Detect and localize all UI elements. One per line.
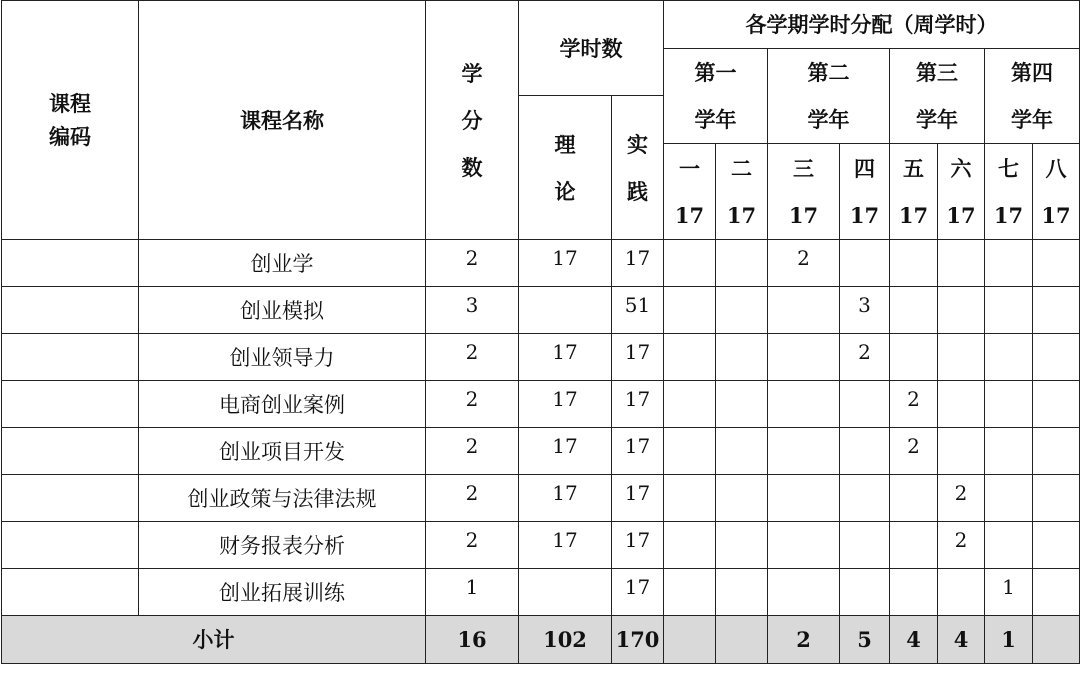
course-name-cell: 创业项目开发 <box>139 428 426 475</box>
theory-hours-cell: 17 <box>519 334 612 381</box>
practice-hours-cell: 51 <box>612 287 664 334</box>
header-semester-2: 二 17 <box>716 144 768 240</box>
header-semester-3: 三 17 <box>768 144 840 240</box>
practice-hours-cell: 17 <box>612 522 664 569</box>
semester-6-cell <box>938 334 985 381</box>
semester-8-cell <box>1033 287 1080 334</box>
course-name-cell: 创业拓展训练 <box>139 569 426 616</box>
curriculum-table <box>1 0 1080 664</box>
semester-4-cell <box>840 522 890 569</box>
table-row <box>2 287 1080 334</box>
semester-2-cell <box>716 522 768 569</box>
semester-2-cell <box>716 334 768 381</box>
course-name-cell: 创业领导力 <box>139 334 426 381</box>
course-code-cell <box>2 381 139 428</box>
table-row <box>2 522 1080 569</box>
course-code-cell <box>2 287 139 334</box>
table-row <box>2 240 1080 287</box>
course-name-cell: 创业学 <box>139 240 426 287</box>
subtotal-semester-4: 5 <box>840 616 890 664</box>
subtotal-row <box>2 616 1080 664</box>
header-year-3: 第三 学年 <box>890 49 985 144</box>
table-row <box>2 428 1080 475</box>
header-theory: 理 论 <box>519 96 612 240</box>
credits-cell: 2 <box>426 240 519 287</box>
semester-1-cell <box>664 569 716 616</box>
practice-hours-cell: 17 <box>612 334 664 381</box>
semester-4-cell <box>840 569 890 616</box>
header-semester-allocation: 各学期学时分配（周学时） <box>664 1 1080 49</box>
semester-5-cell <box>890 569 938 616</box>
practice-hours-cell: 17 <box>612 240 664 287</box>
semester-1-cell <box>664 334 716 381</box>
practice-hours-cell: 17 <box>612 428 664 475</box>
semester-6-cell: 2 <box>938 522 985 569</box>
semester-6-cell <box>938 240 985 287</box>
course-name-cell: 财务报表分析 <box>139 522 426 569</box>
semester-4-cell <box>840 240 890 287</box>
header-practice: 实 践 <box>612 96 664 240</box>
theory-hours-cell: 17 <box>519 240 612 287</box>
semester-2-cell <box>716 569 768 616</box>
course-code-cell <box>2 475 139 522</box>
credits-cell: 2 <box>426 475 519 522</box>
theory-hours-cell <box>519 287 612 334</box>
semester-1-cell <box>664 381 716 428</box>
header-hours: 学时数 <box>519 1 664 96</box>
credits-cell: 2 <box>426 381 519 428</box>
subtotal-semester-8 <box>1033 616 1080 664</box>
credits-cell: 2 <box>426 522 519 569</box>
semester-3-cell <box>768 381 840 428</box>
subtotal-semester-1 <box>664 616 716 664</box>
semester-5-cell <box>890 287 938 334</box>
table-row <box>2 381 1080 428</box>
semester-7-cell <box>985 475 1033 522</box>
subtotal-credits: 16 <box>426 616 519 664</box>
semester-6-cell <box>938 287 985 334</box>
semester-3-cell <box>768 569 840 616</box>
semester-3-cell <box>768 287 840 334</box>
practice-hours-cell: 17 <box>612 381 664 428</box>
semester-2-cell <box>716 240 768 287</box>
semester-5-cell <box>890 334 938 381</box>
semester-5-cell <box>890 475 938 522</box>
semester-6-cell <box>938 428 985 475</box>
table-row <box>2 475 1080 522</box>
semester-2-cell <box>716 475 768 522</box>
subtotal-semester-7: 1 <box>985 616 1033 664</box>
semester-2-cell <box>716 287 768 334</box>
semester-8-cell <box>1033 240 1080 287</box>
semester-6-cell <box>938 381 985 428</box>
theory-hours-cell: 17 <box>519 428 612 475</box>
credits-cell: 3 <box>426 287 519 334</box>
semester-8-cell <box>1033 334 1080 381</box>
semester-7-cell: 1 <box>985 569 1033 616</box>
credits-cell: 2 <box>426 334 519 381</box>
course-name-cell: 创业政策与法律法规 <box>139 475 426 522</box>
header-course-name: 课程名称 <box>139 1 426 240</box>
course-name-cell: 创业模拟 <box>139 287 426 334</box>
semester-4-cell <box>840 475 890 522</box>
header-year-2: 第二 学年 <box>768 49 890 144</box>
header-semester-7: 七 17 <box>985 144 1033 240</box>
semester-8-cell <box>1033 475 1080 522</box>
semester-8-cell <box>1033 569 1080 616</box>
subtotal-semester-2 <box>716 616 768 664</box>
semester-3-cell <box>768 334 840 381</box>
semester-2-cell <box>716 428 768 475</box>
subtotal-theory: 102 <box>519 616 612 664</box>
practice-hours-cell: 17 <box>612 569 664 616</box>
theory-hours-cell <box>519 569 612 616</box>
header-semester-6: 六 17 <box>938 144 985 240</box>
semester-1-cell <box>664 287 716 334</box>
semester-4-cell <box>840 381 890 428</box>
semester-3-cell <box>768 428 840 475</box>
header-year-1: 第一 学年 <box>664 49 768 144</box>
subtotal-label: 小计 <box>2 616 426 664</box>
header-semester-1: 一 17 <box>664 144 716 240</box>
semester-3-cell <box>768 475 840 522</box>
header-semester-4: 四 17 <box>840 144 890 240</box>
semester-7-cell <box>985 381 1033 428</box>
semester-1-cell <box>664 475 716 522</box>
semester-5-cell: 2 <box>890 428 938 475</box>
semester-4-cell: 2 <box>840 334 890 381</box>
practice-hours-cell: 17 <box>612 475 664 522</box>
semester-2-cell <box>716 381 768 428</box>
credits-cell: 1 <box>426 569 519 616</box>
header-credits: 学 分 数 <box>426 1 519 240</box>
course-code-cell <box>2 428 139 475</box>
semester-8-cell <box>1033 428 1080 475</box>
theory-hours-cell: 17 <box>519 522 612 569</box>
semester-1-cell <box>664 522 716 569</box>
table-row <box>2 334 1080 381</box>
semester-4-cell <box>840 428 890 475</box>
semester-5-cell: 2 <box>890 381 938 428</box>
course-code-cell <box>2 334 139 381</box>
semester-8-cell <box>1033 522 1080 569</box>
semester-7-cell <box>985 334 1033 381</box>
semester-3-cell: 2 <box>768 240 840 287</box>
semester-6-cell <box>938 569 985 616</box>
semester-5-cell <box>890 522 938 569</box>
theory-hours-cell: 17 <box>519 381 612 428</box>
header-semester-8: 八 17 <box>1033 144 1080 240</box>
semester-1-cell <box>664 240 716 287</box>
semester-1-cell <box>664 428 716 475</box>
semester-8-cell <box>1033 381 1080 428</box>
semester-7-cell <box>985 428 1033 475</box>
subtotal-semester-5: 4 <box>890 616 938 664</box>
table-row <box>2 569 1080 616</box>
header-semester-5: 五 17 <box>890 144 938 240</box>
semester-7-cell <box>985 240 1033 287</box>
subtotal-semester-3: 2 <box>768 616 840 664</box>
semester-7-cell <box>985 522 1033 569</box>
course-name-cell: 电商创业案例 <box>139 381 426 428</box>
header-year-4: 第四 学年 <box>985 49 1080 144</box>
semester-4-cell: 3 <box>840 287 890 334</box>
course-code-cell <box>2 522 139 569</box>
subtotal-practice: 170 <box>612 616 664 664</box>
header-course-code: 课程 编码 <box>2 1 139 240</box>
semester-6-cell: 2 <box>938 475 985 522</box>
course-code-cell <box>2 569 139 616</box>
subtotal-semester-6: 4 <box>938 616 985 664</box>
semester-7-cell <box>985 287 1033 334</box>
credits-cell: 2 <box>426 428 519 475</box>
theory-hours-cell: 17 <box>519 475 612 522</box>
semester-5-cell <box>890 240 938 287</box>
semester-3-cell <box>768 522 840 569</box>
course-code-cell <box>2 240 139 287</box>
